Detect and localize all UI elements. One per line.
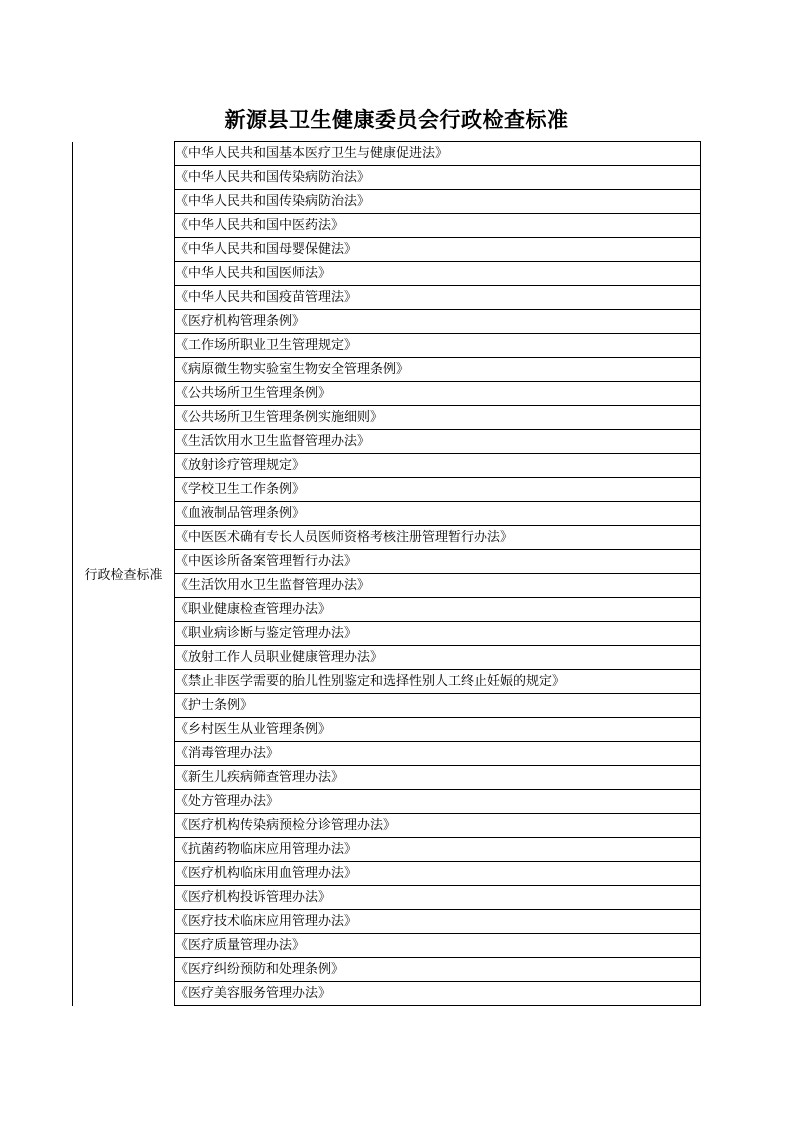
law-item: 《抗菌药物临床应用管理办法》	[175, 838, 701, 862]
law-item: 《公共场所卫生管理条例》	[175, 382, 701, 406]
category-cell: 行政检查标准	[73, 142, 175, 1006]
standards-table	[72, 141, 701, 1006]
law-item: 《中华人民共和国传染病防治法》	[175, 190, 701, 214]
law-item: 《医疗美容服务管理办法》	[175, 982, 701, 1006]
law-item: 《医疗机构临床用血管理办法》	[175, 862, 701, 886]
law-item: 《中医医术确有专长人员医师资格考核注册管理暂行办法》	[175, 526, 701, 550]
law-item: 《中华人民共和国医师法》	[175, 262, 701, 286]
law-item: 《医疗机构投诉管理办法》	[175, 886, 701, 910]
law-item: 《工作场所职业卫生管理规定》	[175, 334, 701, 358]
law-item: 《中华人民共和国基本医疗卫生与健康促进法》	[175, 142, 701, 166]
law-item: 《医疗机构传染病预检分诊管理办法》	[175, 814, 701, 838]
law-item: 《放射诊疗管理规定》	[175, 454, 701, 478]
law-item: 《中华人民共和国疫苗管理法》	[175, 286, 701, 310]
law-item: 《护士条例》	[175, 694, 701, 718]
law-item: 《中医诊所备案管理暂行办法》	[175, 550, 701, 574]
law-item: 《医疗机构管理条例》	[175, 310, 701, 334]
law-item: 《中华人民共和国中医药法》	[175, 214, 701, 238]
table-row	[73, 142, 701, 166]
law-item: 《新生儿疾病筛查管理办法》	[175, 766, 701, 790]
law-item: 《医疗技术临床应用管理办法》	[175, 910, 701, 934]
law-item: 《生活饮用水卫生监督管理办法》	[175, 574, 701, 598]
law-item: 《禁止非医学需要的胎儿性别鉴定和选择性别人工终止妊娠的规定》	[175, 670, 701, 694]
law-item: 《生活饮用水卫生监督管理办法》	[175, 430, 701, 454]
law-item: 《放射工作人员职业健康管理办法》	[175, 646, 701, 670]
law-item: 《中华人民共和国传染病防治法》	[175, 166, 701, 190]
law-item: 《中华人民共和国母婴保健法》	[175, 238, 701, 262]
law-item: 《公共场所卫生管理条例实施细则》	[175, 406, 701, 430]
law-item: 《医疗质量管理办法》	[175, 934, 701, 958]
law-item: 《职业病诊断与鉴定管理办法》	[175, 622, 701, 646]
law-item: 《病原微生物实验室生物安全管理条例》	[175, 358, 701, 382]
law-item: 《处方管理办法》	[175, 790, 701, 814]
page-title: 新源县卫生健康委员会行政检查标准	[224, 108, 569, 132]
law-item: 《消毒管理办法》	[175, 742, 701, 766]
law-item: 《乡村医生从业管理条例》	[175, 718, 701, 742]
law-item: 《血液制品管理条例》	[175, 502, 701, 526]
law-item: 《医疗纠纷预防和处理条例》	[175, 958, 701, 982]
law-item: 《学校卫生工作条例》	[175, 478, 701, 502]
standards-table-body	[73, 142, 701, 1006]
law-item: 《职业健康检查管理办法》	[175, 598, 701, 622]
